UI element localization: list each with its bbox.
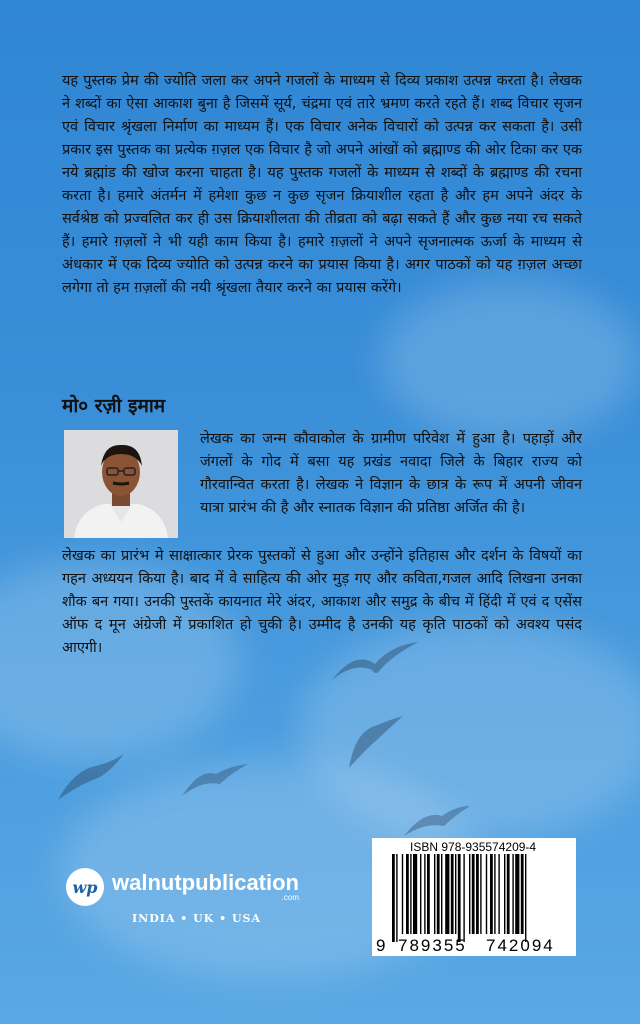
barcode-bar bbox=[420, 854, 421, 934]
barcode-bar bbox=[434, 854, 435, 934]
barcode-digits-right: 742094 bbox=[486, 936, 555, 955]
barcode-bar bbox=[507, 854, 510, 934]
barcode-bar bbox=[463, 854, 464, 942]
barcode-bar bbox=[469, 854, 470, 934]
walnut-logo-icon: wp bbox=[66, 868, 104, 906]
barcode-bar bbox=[413, 854, 417, 934]
barcode-bar bbox=[512, 854, 513, 934]
barcode-bar bbox=[441, 854, 442, 934]
barcode-bar bbox=[424, 854, 425, 934]
bird-silhouette-icon bbox=[345, 712, 405, 772]
author-bio-beside-photo: लेखक का जन्म कौवाकोल के ग्रामीण परिवेश में हुआ है। पहाड़ों और जंगलों के गोद में बसा यह प्रखंड नवादा जिले के बिहार राज्य को गौरवान्वित करता है। लेखक ने विज्ञान के छात्र के रूप में अपनी जीवन यात्रा प्रारंभ की है और स्नातक विज्ञान की प्रतिष्ठा अर्जित की है। bbox=[200, 431, 582, 516]
intro-paragraph: यह पुस्तक प्रेम की ज्योति जला कर अपने गजलों के माध्यम से दिव्य प्रकाश उत्पन्न करता है। लेखक ने शब्दों का ऐसा आकाश बुना है जिसमें सूर्य, चंद्रमा एवं तारे भ्रमण करते रहते हैं। शब्द विचार सृजन एवं विचार श्रृंखला निर्माण का माध्यम हैं। एक विचार अनेक विचारों को उत्पन्न कर सकता है। उसी प्रकार इस पुस्तक का प्रत्येक ग़ज़ल एक विचार है जो अपने आंखों को ब्रह्माण्ड की ओर टिका कर एक नये ब्रह्मांड की खोज करना चाहता है। यह पुस्तक गजलों के माध्यम से शब्दों के ब्रह्माण्ड की रचना करता है। हमारे अंतर्मन में हमेशा कुछ न कुछ सृजन क्रियाशील रहता है और हम अपने अंदर के सर्वश्रेष्ठ को प्रज्वलित कर ही उस क्रियाशीलता की तीव्रता को बढ़ा सकते हैं और कुछ नया रच सकते हैं। हमारे ग़ज़लों ने भी यही काम किया है। हमारे ग़ज़लों ने अपने सृजनात्मक ऊर्जा के माध्यम से अंधकार में एक दिव्य ज्योति को उत्पन्न करने का प्रयास किया है। अगर पाठकों को यह ग़ज़ल अच्छा लगेगा तो हम ग़ज़लों की नयी श्रृंखला तैयार करने का प्रयास करेंगे। bbox=[62, 73, 582, 296]
bird-silhouette-icon bbox=[330, 640, 420, 690]
cloud-decoration bbox=[380, 280, 640, 440]
barcode-bar bbox=[472, 854, 475, 934]
barcode-bar bbox=[396, 854, 397, 942]
barcode-bar bbox=[476, 854, 479, 934]
barcode-digit-first: 9 bbox=[376, 936, 386, 955]
publisher-name: walnutpublication bbox=[112, 869, 299, 895]
publisher-countries: INDIA • UK • USA bbox=[132, 912, 262, 925]
author-name: मो० रज़ी इमाम bbox=[62, 395, 166, 417]
bird-silhouette-icon bbox=[180, 760, 250, 800]
barcode-bar bbox=[504, 854, 505, 934]
isbn-label: ISBN 978-935574209-4 bbox=[410, 840, 537, 854]
bird-silhouette-icon bbox=[402, 800, 472, 840]
publisher-domain: .com bbox=[281, 892, 299, 902]
barcode-bar bbox=[480, 854, 481, 934]
barcode-bar bbox=[521, 854, 524, 934]
barcode-bar bbox=[427, 854, 430, 934]
barcode-bar bbox=[525, 854, 526, 942]
barcode-bar bbox=[458, 854, 461, 942]
barcode-bar bbox=[498, 854, 499, 934]
barcode-bar bbox=[437, 854, 440, 934]
author-photo bbox=[64, 430, 178, 538]
barcode-bar bbox=[451, 854, 454, 934]
bird-silhouette-icon bbox=[56, 752, 126, 802]
barcode-digits-left: 789355 bbox=[398, 936, 467, 955]
barcode-bar bbox=[406, 854, 409, 934]
barcode-bars bbox=[380, 854, 568, 944]
barcode-bar bbox=[455, 854, 456, 934]
publisher-logo bbox=[66, 868, 299, 906]
author-bio-continued: लेखक का प्रारंभ मे साक्षात्कार प्रेरक पुस्तकों से हुआ और उन्होंने इतिहास और दर्शन के विषयों का गहन अध्ययन किया है। बाद में वे साहित्य की ओर मुड़ गए और कविता,गजल आदि लिखना उनका शौक बन गया। उनकी पुस्तकें कायनात मेरे अंदर, आकाश और समुद्र के बीच में हिंदी में एवं द एसेंस ऑफ द मून अंग्रेजी में प्रकाशित हो चुकी है। उम्मीद है उनकी यह कृति पाठकों को अवश्य पसंद आएगी। bbox=[62, 548, 582, 656]
barcode-bar bbox=[490, 854, 493, 934]
barcode-bar bbox=[486, 854, 487, 934]
barcode-bar bbox=[445, 854, 449, 934]
barcode-bar bbox=[494, 854, 495, 934]
barcode-bar bbox=[410, 854, 411, 934]
barcode-bar bbox=[392, 854, 395, 942]
isbn-barcode bbox=[372, 838, 576, 956]
barcode-bar bbox=[515, 854, 519, 934]
barcode-bar bbox=[402, 854, 403, 934]
